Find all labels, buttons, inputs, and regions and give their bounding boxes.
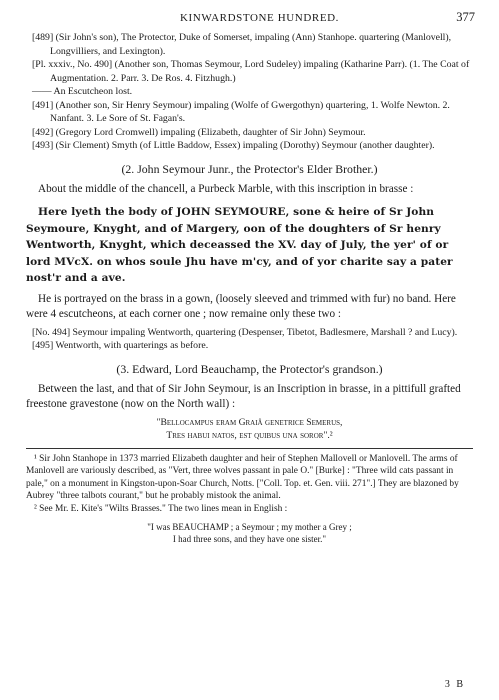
page-number: 377 bbox=[456, 10, 475, 24]
footnote-1: ¹ Sir John Stanhope in 1373 married Elizabeth daughter and heir of Stephen Mallovell or Manlovell. The arms of Manlovell are variously described, as "Vert, three wolves passant in pale O." [Burke] : "Three wild cats passant in pale," on a monument in Kingston-upon-Soar Church, Notts. ["Coll. Top. et. Gen. viii. 271".] They are blazoned by Aubrey "three talbots courant," but he probably mistook the animal. bbox=[26, 453, 459, 502]
paragraph-brass-description: He is portrayed on the brass in a gown, (loosely sleeved and trimmed with fur) no band. Here were 4 escutcheons, at each corner one ; now remaine only these two : bbox=[26, 292, 456, 320]
entry-489: [489] (Sir John's son), The Protector, Duke of Somerset, impaling (Ann) Stanhope. quartering (Manlovell), Longvilliers, and Lexington). bbox=[32, 32, 452, 57]
translation-verse bbox=[26, 521, 473, 545]
signature-mark: 3 B bbox=[444, 679, 465, 690]
running-head bbox=[26, 8, 473, 28]
footnote-rule bbox=[26, 448, 473, 449]
latin-inscription bbox=[26, 416, 473, 442]
running-title: KINWARDSTONE HUNDRED. bbox=[179, 12, 340, 24]
footnotes bbox=[26, 453, 473, 546]
entry-491: [491] (Another son, Sir Henry Seymour) impaling (Wolfe of Gwergothyn) quartering, 1. Wolfe Newton. 2. Nanfant. 3. Le Sore of St. Fagan's. bbox=[32, 99, 450, 124]
latin-line-2: Tres habui natos, est quibus una soror".² bbox=[166, 429, 333, 441]
escutcheon-list bbox=[26, 326, 473, 353]
section-heading-beauchamp: (3. Edward, Lord Beauchamp, the Protector's grandson.) bbox=[116, 361, 383, 376]
verse-line-2: I had three sons, and they have one sister." bbox=[172, 534, 327, 545]
paragraph-beauchamp: Between the last, and that of Sir John Seymour, is an Inscription in brasse, in a pittifull grafted freestone gravestone (now on the North wall) : bbox=[26, 382, 461, 410]
entry-490: [Pl. xxxiv., No. 490] (Another son, Thomas Seymour, Lord Sudeley) impaling (Katharine Parr). (1. The Coat of Augmentation. 2. Parr. 3. De Ros. 4. Fitzhugh.) bbox=[32, 59, 470, 84]
entry-492: [492] (Gregory Lord Cromwell) impaling (Elizabeth, daughter of Sir John) Seymour. bbox=[32, 126, 366, 138]
footnote-2: ² See Mr. E. Kite's "Wilts Brasses." The two lines mean in English : bbox=[34, 503, 288, 514]
entry-493: [493] (Sir Clement) Smyth (of Little Baddow, Essex) impaling (Dorothy) Seymour (another daughter). bbox=[32, 140, 435, 151]
heraldry-entries bbox=[26, 31, 473, 153]
verse-line-1: "I was BEAUCHAMP ; a Seymour ; my mother a Grey ; bbox=[147, 522, 352, 533]
paragraph-chancell: About the middle of the chancell, a Purbeck Marble, with this inscription in brasse : bbox=[38, 182, 414, 195]
entry-escutcheon-lost: —— An Escutcheon lost. bbox=[32, 86, 133, 97]
brass-inscription: Here lyeth the body of JOHN SEYMOURE, sone & heire of Sr John Seymoure, Knyght, and of Margery, oon of the doughters of Sr henry Wentworth, Knyght, which deceassed the XV. day of July, the yer' of or lord MVcX. on whos soule Jhu have m'cy, and of yor charite say a pater nost'r and a ave. bbox=[26, 206, 453, 284]
latin-line-1: "Bellocampus eram Graiâ genetrice Semerus, bbox=[156, 416, 343, 428]
entry-494: [No. 494] Seymour impaling Wentworth, quartering (Despenser, Tibetot, Badlesmere, Marshall ? and Lucy). bbox=[32, 326, 458, 338]
section-heading-john-seymour: (2. John Seymour Junr., the Protector's Elder Brother.) bbox=[121, 161, 378, 176]
entry-495: [495] Wentworth, with quarterings as before. bbox=[32, 340, 209, 351]
